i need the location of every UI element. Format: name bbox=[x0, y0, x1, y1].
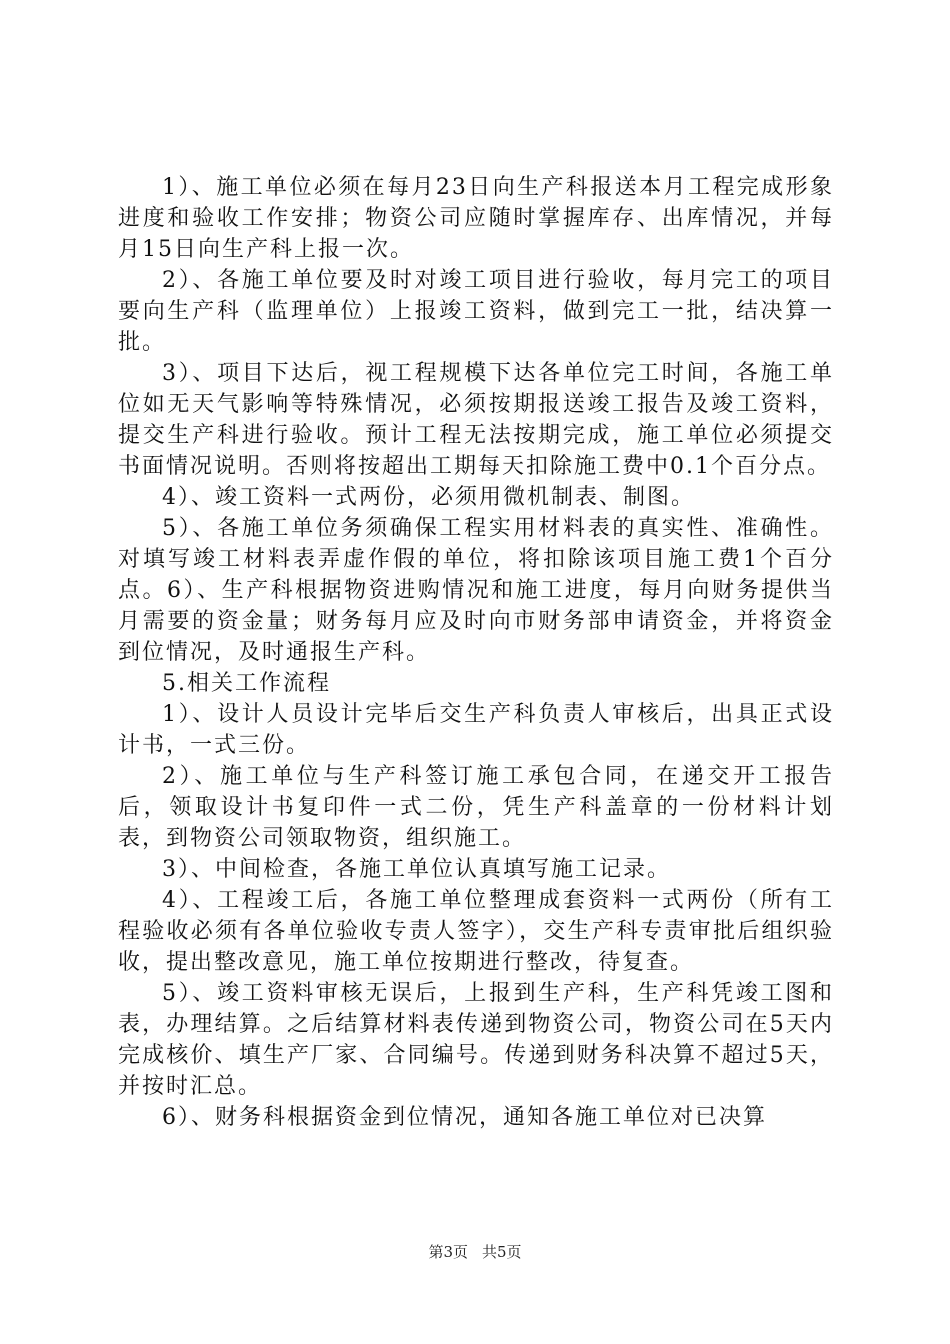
paragraph-3: 3）、项目下达后，视工程规模下达各单位完工时间，各施工单位如无天气影响等特殊情况，必须按期报送竣工报告及竣工资料，提交生产科进行验收。预计工程无法按期完成，施工单位必须提交书面情况说明。否则将按超出工期每天扣除施工费中0.1个百分点。 bbox=[118, 361, 834, 479]
paragraph-8: 3）、中间检查，各施工单位认真填写施工记录。 bbox=[162, 857, 671, 882]
paragraph-7: 2）、施工单位与生产科签订施工承包合同，在递交开工报告后，领取设计书复印件一式二份，凭生产科盖章的一份材料计划表，到物资公司领取物资，组织施工。 bbox=[118, 764, 834, 851]
page-footer bbox=[0, 1242, 950, 1262]
paragraph-4: 4）、竣工资料一式两份，必须用微机制表、制图。 bbox=[162, 485, 695, 510]
paragraph-9: 4）、工程竣工后，各施工单位整理成套资料一式两份（所有工程验收必须有各单位验收专责人签字），交生产科专责审批后组织验收，提出整改意见，施工单位按期进行整改，待复查。 bbox=[118, 888, 834, 975]
page-total: 共5页 bbox=[482, 1243, 522, 1261]
paragraph-5: 5）、各施工单位务须确保工程实用材料表的真实性、准确性。对填写竣工材料表弄虚作假的单位，将扣除该项目施工费1个百分点。6）、生产科根据物资进购情况和施工进度，每月向财务提供当月需要的资金量；财务每月应及时向市财务部申请资金，并将资金到位情况，及时通报生产科。 bbox=[118, 516, 834, 665]
paragraph-1: 1）、施工单位必须在每月23日向生产科报送本月工程完成形象进度和验收工作安排；物资公司应随时掌握库存、出库情况，并每月15日向生产科上报一次。 bbox=[118, 175, 834, 262]
section-heading: 5.相关工作流程 bbox=[162, 671, 331, 696]
paragraph-2: 2）、各施工单位要及时对竣工项目进行验收，每月完工的项目要向生产科（监理单位）上报竣工资料，做到完工一批，结决算一批。 bbox=[118, 268, 834, 355]
paragraph-6: 1）、设计人员设计完毕后交生产科负责人审核后，出具正式设计书，一式三份。 bbox=[118, 702, 834, 758]
body-text bbox=[118, 172, 834, 1133]
page-number: 第3页 bbox=[428, 1243, 468, 1261]
paragraph-10: 5）、竣工资料审核无误后，上报到生产科，生产科凭竣工图和表，办理结算。之后结算材料表传递到物资公司，物资公司在5天内完成核价、填生产厂家、合同编号。传递到财务科决算不超过5天，并按时汇总。 bbox=[118, 981, 834, 1099]
paragraph-11: 6）、财务科根据资金到位情况，通知各施工单位对已决算 bbox=[162, 1105, 767, 1130]
